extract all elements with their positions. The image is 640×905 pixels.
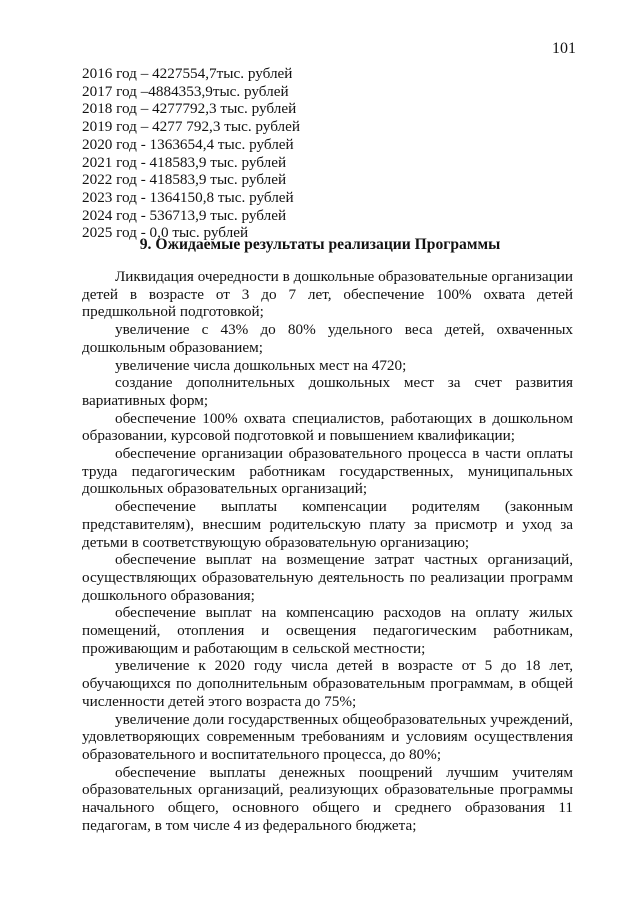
funding-line-2025: 2025 год - 0,0 тыс. рублей	[82, 224, 249, 242]
result-paragraph: обеспечение организации образовательного процесса в части оплаты труда педагогическим работникам государственных, муниципальных дошкольных образовательных организаций;	[82, 445, 573, 498]
result-paragraph: создание дополнительных дошкольных мест за счет развития вариативных форм;	[82, 374, 573, 409]
section-title: 9. Ожидаемые результаты реализации Программы	[139, 236, 501, 253]
funding-line-2018: 2018 год – 4277792,3 тыс. рублей	[82, 100, 297, 118]
result-paragraph: обеспечение выплат на возмещение затрат частных организаций, осуществляющих образовательную деятельность по реализации программ дошкольного образования;	[82, 551, 573, 604]
result-paragraph: обеспечение выплаты денежных поощрений лучшим учителям образовательных организаций, реализующих образовательные программы начального общего, основного общего и среднего образования 11 педагогам, в том числе 4 из федерального бюджета;	[82, 763, 573, 834]
funding-line-2019: 2019 год – 4277 792,3 тыс. рублей	[82, 118, 300, 136]
funding-line-2016: 2016 год – 4227554,7тыс. рублей	[82, 65, 293, 82]
result-paragraph: Ликвидация очередности в дошкольные образовательные организации детей в возрасте от 3 до 7 лет, обеспечение 100% охвата детей предшкольной подготовкой;	[82, 268, 573, 321]
page-number: 101	[552, 40, 576, 57]
result-paragraph: увеличение доли государственных общеобразовательных учреждений, удовлетворяющих современным требованиям и условиям осуществления образовательного и воспитательного процесса, до 80%;	[82, 710, 573, 763]
result-paragraph: увеличение числа дошкольных мест на 4720;	[115, 356, 407, 374]
funding-line-2020: 2020 год - 1363654,4 тыс. рублей	[82, 135, 294, 153]
funding-line-2022: 2022 год - 418583,9 тыс. рублей	[82, 171, 287, 189]
result-paragraph: обеспечение выплаты компенсации родителям (законным представителям), внесшим родительскую плату за присмотр и уход за детьми в соответствующую образовательную организацию;	[82, 498, 573, 551]
funding-line-2017: 2017 год –4884353,9тыс. рублей	[82, 82, 289, 100]
result-paragraph: обеспечение 100% охвата специалистов, работающих в дошкольном образовании, курсовой подготовкой и повышением квалификации;	[82, 409, 573, 445]
result-paragraph: обеспечение выплат на компенсацию расходов на оплату жилых помещений, отопления и освещения педагогическим работникам, проживающим и работающим в сельской местности;	[82, 604, 573, 657]
funding-by-year-list	[82, 65, 562, 242]
result-paragraph: увеличение с 43% до 80% удельного веса детей, охваченных дошкольным образованием;	[82, 321, 573, 356]
funding-line-2021: 2021 год - 418583,9 тыс. рублей	[82, 153, 287, 171]
funding-line-2023: 2023 год - 1364150,8 тыс. рублей	[82, 188, 294, 206]
funding-line-2024: 2024 год - 536713,9 тыс. рублей	[82, 206, 287, 224]
result-paragraph: увеличение к 2020 году числа детей в возрасте от 5 до 18 лет, обучающихся по дополнительным образовательным программам, в общей численности детей этого возраста до 75%;	[82, 657, 573, 710]
expected-results-list	[82, 268, 573, 835]
